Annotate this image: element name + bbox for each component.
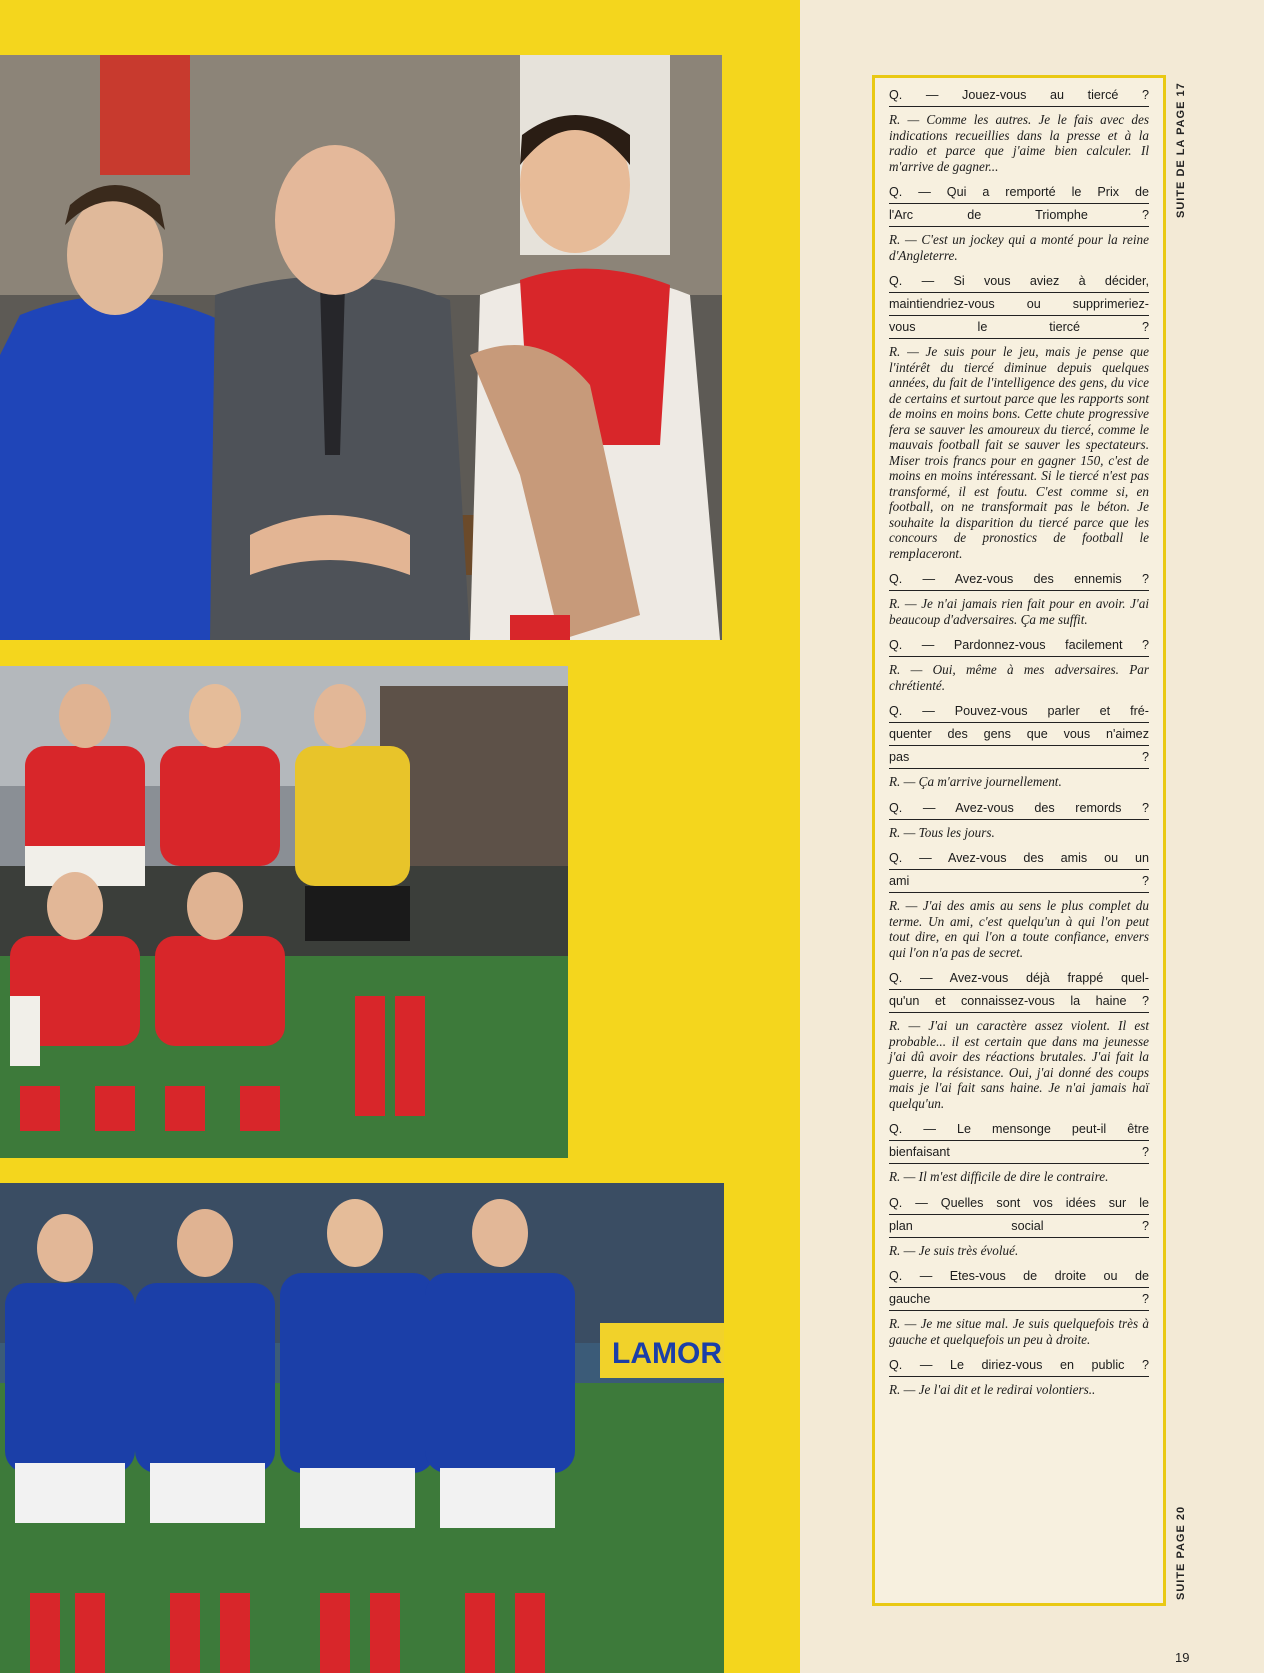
question-line: l'Arc de Triomphe ?	[889, 204, 1149, 227]
question	[889, 1354, 1149, 1377]
question-line: Q. — Pouvez-vous parler et fré-	[889, 700, 1149, 723]
question	[889, 967, 1149, 1013]
answer: R. — Je suis pour le jeu, mais je pense que l'intérêt du tiercé diminue depuis quelques années, du fait de l'intelligence des gens, du vice de certains et surtout parce que les rapports sont de moins en moins bons. Cette chute progressive fera se sauver les amoureux du tiercé, comme le mauvais football fait se sauver les spectateurs. Miser trois francs pour en gagner 150, c'est de moins en moins intéressant. Si le tiercé n'est pas transformé, il est foutu. C'est comme si, en football, on ne transformait pas le béton. Je souhaite la disparition du tiercé parce que les concours de pronostics de football le remplaceront.	[889, 344, 1149, 561]
answer: R. — Comme les autres. Je le fais avec des indications recueillies dans la presse et à la radio et parce que j'aime bien calculer. Il m'arrive de gagner...	[889, 112, 1149, 174]
answer: R. — Il m'est difficile de dire le contraire.	[889, 1169, 1109, 1184]
france-team-lineup-photo-icon	[0, 1183, 724, 1673]
lamor-banner-text: LAMOR	[612, 1337, 722, 1370]
answer: R. — J'ai des amis au sens le plus complet du terme. Un ami, c'est quelqu'un à qui l'on peut tout dire, en qui l'on a toute confiance, envers qui l'on n'a pas de secret.	[889, 898, 1149, 960]
bottom-photo	[0, 1183, 724, 1673]
question	[889, 1265, 1149, 1311]
question-line: ami ?	[889, 870, 1149, 893]
question	[889, 634, 1149, 657]
answer: R. — Je suis très évolué.	[889, 1242, 1019, 1258]
question-line: Q. — Quelles sont vos idées sur le	[889, 1192, 1149, 1215]
question-line: qu'un et connaissez-vous la haine ?	[889, 990, 1149, 1013]
question-line: Q. — Avez-vous déjà frappé quel-	[889, 967, 1149, 990]
question-line: Q. — Le diriez-vous en public ?	[889, 1354, 1149, 1377]
question	[889, 181, 1149, 227]
question-line: Q. — Avez-vous des ennemis ?	[889, 568, 1149, 591]
reims-team-photo-icon	[0, 666, 568, 1158]
question-line: pas ?	[889, 746, 1149, 769]
question-line: Q. — Qui a remporté le Prix de	[889, 181, 1149, 204]
question-line: quenter des gens que vous n'aimez	[889, 723, 1149, 746]
question-line: plan social ?	[889, 1215, 1149, 1238]
question-line: Q. — Si vous aviez à décider,	[889, 270, 1149, 293]
answer: R. — Oui, même à mes adversaires. Par chrétienté.	[889, 662, 1149, 693]
continued-on-label: SUITE PAGE 20	[1175, 1505, 1187, 1600]
question-line: Q. — Jouez-vous au tiercé ?	[889, 84, 1149, 107]
top-photo	[0, 55, 722, 640]
answer: R. — Tous les jours.	[889, 824, 995, 840]
question	[889, 1118, 1149, 1164]
page-number: 19	[1175, 1650, 1190, 1665]
question-line: Q. — Avez-vous des amis ou un	[889, 847, 1149, 870]
question	[889, 700, 1149, 769]
question	[889, 847, 1149, 893]
question-line: Q. — Etes-vous de droite ou de	[889, 1265, 1149, 1288]
interview-panel	[872, 75, 1166, 1606]
answer: R. — Je me situe mal. Je suis quelquefois très à gauche et quelquefois un peu à droite.	[889, 1316, 1149, 1347]
question-line: bienfaisant ?	[889, 1141, 1149, 1164]
continued-from-label: SUITE DE LA PAGE 17	[1175, 82, 1187, 218]
question	[889, 84, 1149, 107]
question-line: vous le tiercé ?	[889, 316, 1149, 339]
question	[889, 568, 1149, 591]
answer: R. — Ça m'arrive journellement.	[889, 774, 1062, 789]
interview-column	[889, 84, 1149, 1405]
answer: R. — J'ai un caractère assez violent. Il est probable... il est certain que dans ma jeunesse j'ai dû avoir des réactions brutales. J'ai fait la guerre, la résistance. Oui, j'ai donné des coups mais je l'ai fait sans haine. Je n'ai jamais haï quelqu'un.	[889, 1018, 1149, 1111]
answer: R. — Je l'ai dit et le redirai volontiers..	[889, 1382, 1096, 1397]
question-line: gauche ?	[889, 1288, 1149, 1311]
question-line: Q. — Avez-vous des remords ?	[889, 797, 1149, 820]
question	[889, 270, 1149, 339]
middle-photo	[0, 666, 568, 1158]
question	[889, 797, 1149, 820]
question	[889, 1192, 1149, 1238]
question-line: Q. — Le mensonge peut-il être	[889, 1118, 1149, 1141]
question-line: Q. — Pardonnez-vous facilement ?	[889, 634, 1149, 657]
question-line: maintiendriez-vous ou supprimeriez-	[889, 293, 1149, 316]
three-men-bench-photo-icon	[0, 55, 722, 640]
answer: R. — Je n'ai jamais rien fait pour en avoir. J'ai beaucoup d'adversaires. Ça me suffit.	[889, 596, 1149, 627]
answer: R. — C'est un jockey qui a monté pour la reine d'Angleterre.	[889, 232, 1149, 263]
